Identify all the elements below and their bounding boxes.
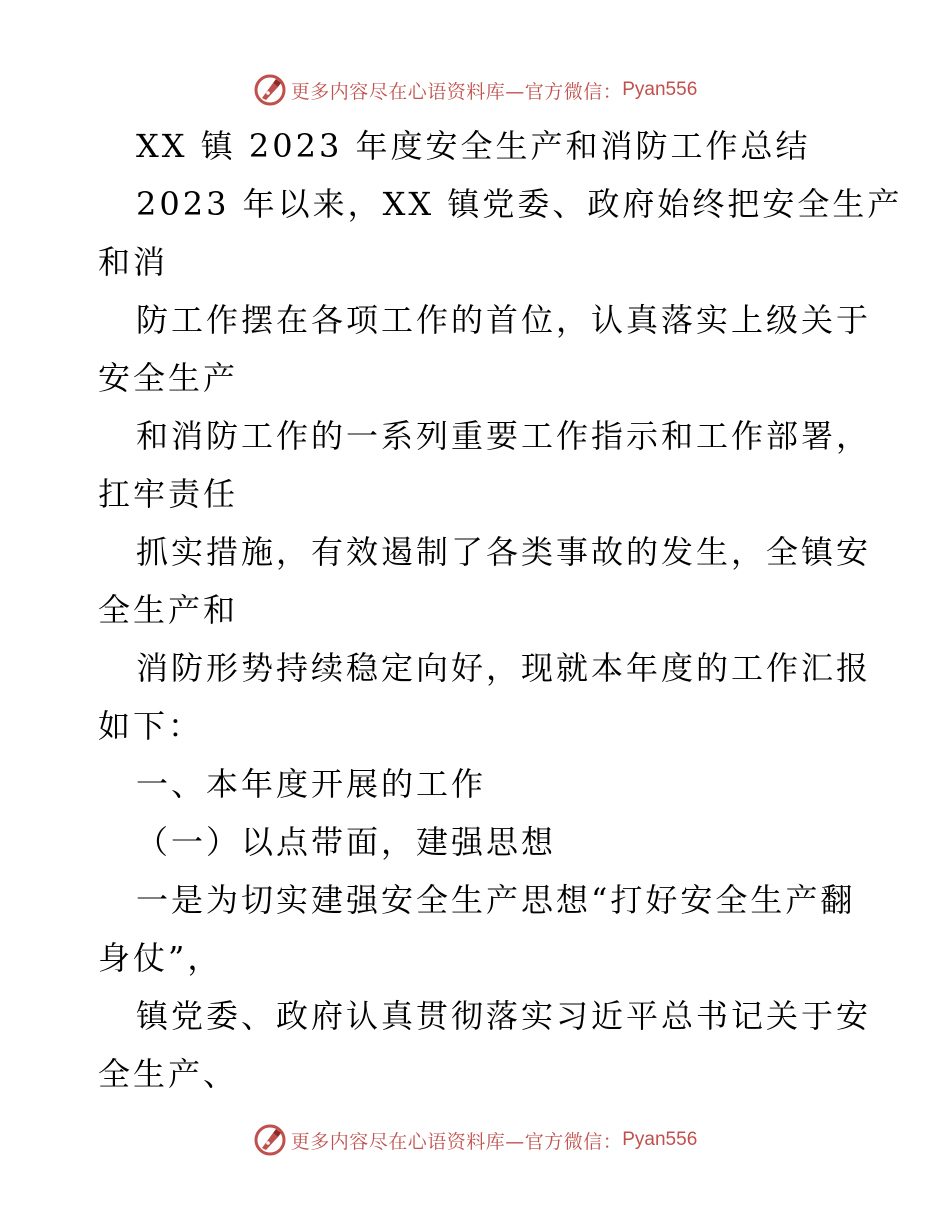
paragraph-line: 防工作摆在各项工作的首位，认真落实上级关于 — [136, 301, 872, 339]
paragraph-line: 和消防工作的一系列重要工作指示和工作部署， — [136, 417, 872, 455]
subsection-heading: （一）以点带面，建强思想 — [136, 823, 557, 861]
pen-nib-seal-icon — [253, 73, 287, 107]
paragraph-line: 扛牢责任 — [98, 475, 239, 513]
watermark-contact: Pyan556 — [622, 79, 698, 100]
paragraph-line: 全生产、 — [98, 1055, 239, 1093]
paragraph-line: 全生产和 — [98, 591, 239, 629]
paragraph-line: 一是为切实建强安全生产思想“打好安全生产翻 — [136, 881, 856, 919]
paragraph-line: 镇党委、政府认真贯彻落实习近平总书记关于安 — [136, 997, 872, 1035]
paragraph-line: 身仗”， — [98, 939, 223, 977]
document-title: XX 镇 2023 年度安全生产和消防工作总结 — [136, 127, 811, 165]
paragraph-line: 2023 年以来，XX 镇党委、政府始终把安全生产 — [136, 185, 903, 223]
section-heading: 一、本年度开展的工作 — [136, 765, 487, 803]
paragraph-line: 安全生产 — [98, 359, 239, 397]
watermark-header — [0, 70, 950, 110]
watermark-text: 更多内容尽在心语资料库—官方微信： — [290, 80, 623, 103]
watermark-contact: Pyan556 — [622, 1129, 698, 1150]
watermark-text: 更多内容尽在心语资料库—官方微信： — [290, 1130, 623, 1153]
paragraph-line: 抓实措施，有效遏制了各类事故的发生，全镇安 — [136, 533, 872, 571]
paragraph-line: 消防形势持续稳定向好，现就本年度的工作汇报 — [136, 649, 872, 687]
watermark-footer — [0, 1120, 950, 1160]
paragraph-line: 如下： — [98, 707, 204, 745]
pen-nib-seal-icon — [253, 1123, 287, 1157]
paragraph-line: 和消 — [98, 243, 169, 281]
